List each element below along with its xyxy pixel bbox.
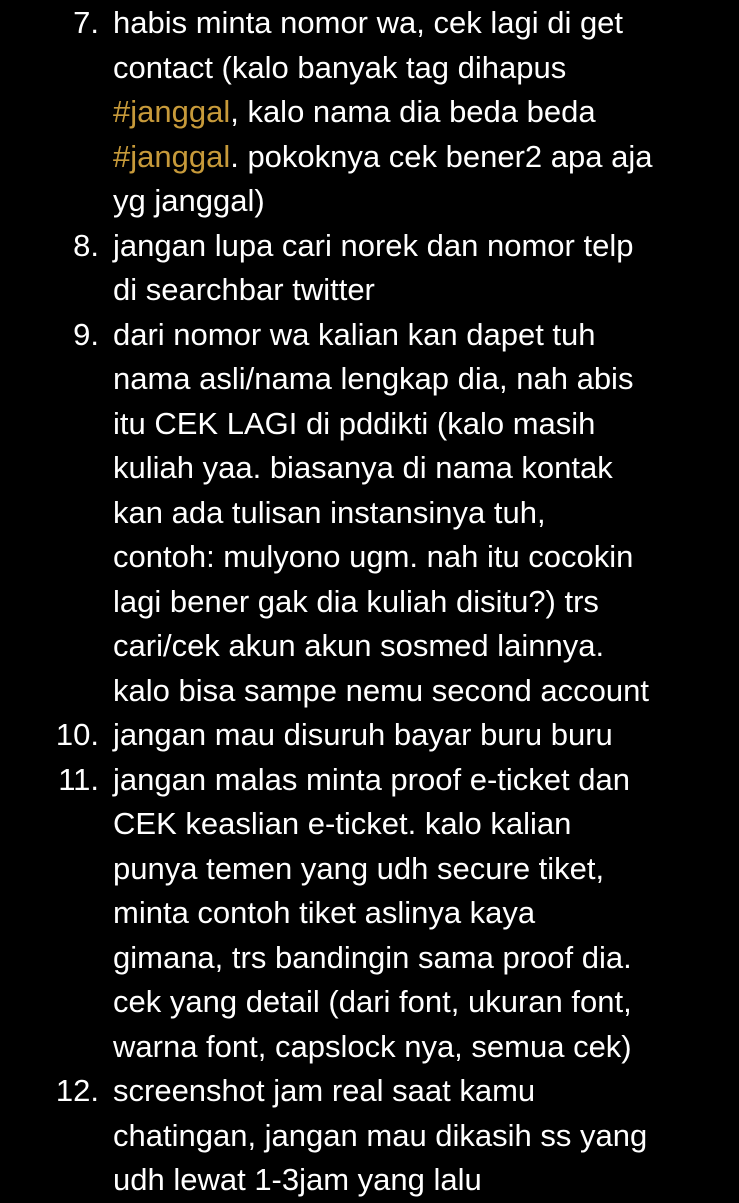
text-line xyxy=(113,847,703,892)
text-line xyxy=(113,713,703,758)
text-line xyxy=(113,936,703,981)
text-segment: habis minta nomor wa, cek lagi di get xyxy=(113,5,624,40)
text-line xyxy=(113,1025,703,1070)
text-line xyxy=(113,580,703,625)
hashtag[interactable]: #janggal xyxy=(113,94,231,129)
text-line xyxy=(113,135,703,180)
text-segment: jangan malas minta proof e-ticket dan xyxy=(113,761,630,797)
text-line xyxy=(113,624,703,669)
text-line xyxy=(113,535,703,580)
text-segment: yg janggal) xyxy=(113,183,265,218)
text-segment: warna font, capslock nya, semua cek) xyxy=(113,1028,632,1064)
text-segment: udh lewat 1-3jam yang lalu xyxy=(113,1162,482,1197)
text-line xyxy=(113,891,703,936)
text-line xyxy=(113,669,703,714)
text-segment: , kalo nama dia beda beda xyxy=(230,94,596,129)
list-item-number: 11. xyxy=(58,761,99,797)
list-item xyxy=(0,758,739,1070)
text-line xyxy=(113,402,703,447)
text-line xyxy=(113,980,703,1025)
text-segment: itu CEK LAGI di pddikti (kalo masih xyxy=(113,405,596,441)
hashtag[interactable]: #janggal xyxy=(113,138,231,174)
text-segment: jangan mau disuruh bayar buru buru xyxy=(113,717,613,752)
text-line xyxy=(113,90,703,135)
list-item xyxy=(0,1,739,224)
text-line xyxy=(113,224,703,269)
text-line xyxy=(113,802,703,847)
text-segment: cari/cek akun akun sosmed lainnya. xyxy=(113,628,605,663)
text-segment: di searchbar twitter xyxy=(113,272,375,307)
text-segment: nama asli/nama lengkap dia, nah abis xyxy=(113,361,634,396)
text-line xyxy=(113,758,703,803)
text-segment: minta contoh tiket aslinya kaya xyxy=(113,895,536,930)
list-item-number: 7. xyxy=(73,5,99,40)
text-segment: kuliah yaa. biasanya di nama kontak xyxy=(113,450,613,485)
list-item-number: 8. xyxy=(73,227,99,263)
text-segment: contact (kalo banyak tag dihapus xyxy=(113,49,567,85)
text-segment: . pokoknya cek bener2 apa aja xyxy=(230,138,653,174)
text-line xyxy=(113,313,703,358)
text-segment: screenshot jam real saat kamu xyxy=(113,1073,536,1108)
text-segment: kalo bisa sampe nemu second account xyxy=(113,672,649,708)
text-line xyxy=(113,179,703,224)
text-line xyxy=(113,1158,703,1203)
text-segment: kan ada tulisan instansinya tuh, xyxy=(113,494,546,530)
text-segment: chatingan, jangan mau dikasih ss yang xyxy=(113,1117,648,1153)
list-item-number: 9. xyxy=(73,316,99,352)
list-item-number: 12. xyxy=(55,1073,99,1108)
text-segment: cek yang detail (dari font, ukuran font, xyxy=(113,984,632,1019)
list-item xyxy=(0,1069,739,1203)
text-line xyxy=(113,268,703,313)
list-item-number: 10. xyxy=(55,717,99,752)
text-line xyxy=(113,357,703,402)
text-segment: contoh: mulyono ugm. nah itu cocokin xyxy=(113,539,634,574)
text-segment: dari nomor wa kalian kan dapet tuh xyxy=(113,316,596,352)
text-segment: jangan lupa cari norek dan nomor telp xyxy=(113,227,634,263)
text-segment: lagi bener gak dia kuliah disitu?) trs xyxy=(113,583,599,619)
list-item xyxy=(0,313,739,714)
text-line xyxy=(113,491,703,536)
list-item xyxy=(0,713,739,758)
list-item xyxy=(0,224,739,313)
text-segment: gimana, trs bandingin sama proof dia. xyxy=(113,939,632,975)
text-line xyxy=(113,1069,703,1114)
text-line xyxy=(113,1114,703,1159)
text-line xyxy=(113,46,703,91)
numbered-list xyxy=(0,1,739,1203)
text-segment: CEK keaslian e-ticket. kalo kalian xyxy=(113,806,572,841)
text-segment: punya temen yang udh secure tiket, xyxy=(113,850,605,886)
text-line xyxy=(113,1,703,46)
text-line xyxy=(113,446,703,491)
